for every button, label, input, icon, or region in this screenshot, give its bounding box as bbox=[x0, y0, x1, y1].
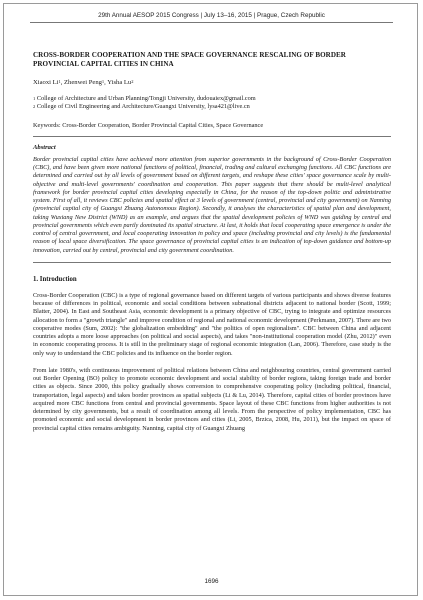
running-header: 29th Annual AESOP 2015 Congress | July 13–16, 2015 | Prague, Czech Republic bbox=[98, 12, 325, 19]
page-number: 1696 bbox=[204, 578, 219, 585]
affiliation-text: College of Architecture and Urban Planning/Tongji University, dudouaiex@gmail.com bbox=[36, 95, 256, 102]
section-heading-introduction: 1. Introduction bbox=[33, 275, 77, 283]
affiliation bbox=[33, 103, 391, 111]
abstract-text: Border provincial capital cities have achieved more attention from superior governments in the background of Cross-Border Cooperation (CBC), and have been given more national functions of political, financial, trading and cultural exchanging functions. All CBC functions are determined and carried out by all levels of government based on different targets, and reshape these cities' space governance scale by multi-objective and multi-level governments' coordination and cooperation. This paper suggests that there should be multi-level analytical framework for border provincial capital cities developing especially in China, for the reason of the top-down politic and administrative system. First of all, it reviews CBC policies and spatial effect at 3 levels of government (central, provincial and city government) on Nanning (provincial capital city of Guangxi Zhuang Autonomous Region). Secondly, it analyses the characteristics of spatial plan and development, taking Wuxiang New District (WND) as an example, and argues that the spatial development policies of WND was guiding by central and provincial governments which even partly dominated its spatial structure. At last, it holds that local cooperating space emergence is under the control of central government, and local cooperating innovation in policy and space (including provincial and city levels) is the fundamental reason of local space diversification. The space governance of provincial capital cities is an indication of top-down guidance and bottom-up innovation, carried out by central, provincial and city government coordination. bbox=[33, 155, 391, 254]
affiliation-text: College of Civil Engineering and Architecture/Guangxi University, lysa421@live.cn bbox=[36, 103, 250, 111]
abstract-divider bbox=[33, 262, 391, 263]
paper-title: CROSS-BORDER COOPERATION AND THE SPACE GOVERNANCE RESCALING OF BORDER PROVINCIAL CAPITAL CITIES IN CHINA bbox=[33, 51, 346, 68]
author-affil-mark: 1 bbox=[101, 79, 105, 84]
affiliation bbox=[33, 95, 391, 103]
affiliation-list bbox=[33, 95, 391, 112]
author-name: Yisha Lu bbox=[107, 79, 132, 86]
abstract-heading: Abstract bbox=[33, 143, 56, 151]
author-affil-mark: 1 bbox=[58, 79, 61, 84]
header-rule bbox=[30, 22, 393, 23]
body-paragraph: Cross-Border Cooperation (CBC) is a type of regional governance based on different targets of various participants and shows diverse features because of differences in political, economic and social conditions between subnational districts adjacent to national border (Scott, 1999; Blatter, 2004). In East and Southeast Asia, economic development is a primary objective of CBC, trying to integrate and optimize resources allocation to form a "growth triangle" and improve condition of regional and national economic development (Perkmann, 2007). There are two cooperative modes (Sum, 2002): "the globalization embedding" and "the politics of open regionalism". CBC between China and adjacent countries adopts a more loose approaches (on political and social aspects), and takes "non-institutional cooperation model (Zhu, 2012)" even in economic cooperating process. It is still in the preliminary stage of regional economic integration (Lan, 2006). Therefore, case study is the only way to understand the CBC policies and its influence on the border region. bbox=[33, 291, 391, 357]
keywords: Keywords: Cross-Border Cooperation, Border Provincial Capital Cities, Space Governance bbox=[33, 121, 264, 129]
author-name: Zhenwei Peng bbox=[64, 79, 102, 86]
keywords-divider bbox=[33, 136, 391, 137]
paper-body bbox=[33, 51, 391, 433]
affiliation-mark: 2 bbox=[33, 104, 36, 110]
body-paragraph: From late 1980's, with continuous improvement of political relations between China and neighbouring countries, central government carried out Border Opening (BO) policy to promote economic development and social stability of border regions, taking foreign trade and border cities as objects. Since 2000, this policy gradually shows conversion to comprehensive cooperating policy (including political, financial, transportation, legal aspects) and takes border provinces as spatial subjects (Li & Lu, 2014). Therefore, capital cities of border provinces have acquired more CBC functions from central and provincial governments. Space layout of these CBC functions from higher authorities is not determined by city governments, but a result of coordination among all levels. From the perspective of policy implementation, CBC has promoted economic and social development in border provinces and cities (Li, 2005, Brzica, 2008, Hu, 2011), but the impact on space of provincial capital cities remains ambiguity. Nanning, capital city of Guangxi Zhuang bbox=[33, 366, 391, 432]
author-affil-mark: 2 bbox=[131, 79, 134, 84]
author-name: Xiaoxi Li bbox=[33, 79, 59, 86]
affiliation-mark: 1 bbox=[33, 96, 36, 101]
author-list: Xiaoxi Li$^1$, Zhenwei Peng$^1$, Yisha Lu$^2$ bbox=[33, 79, 134, 86]
